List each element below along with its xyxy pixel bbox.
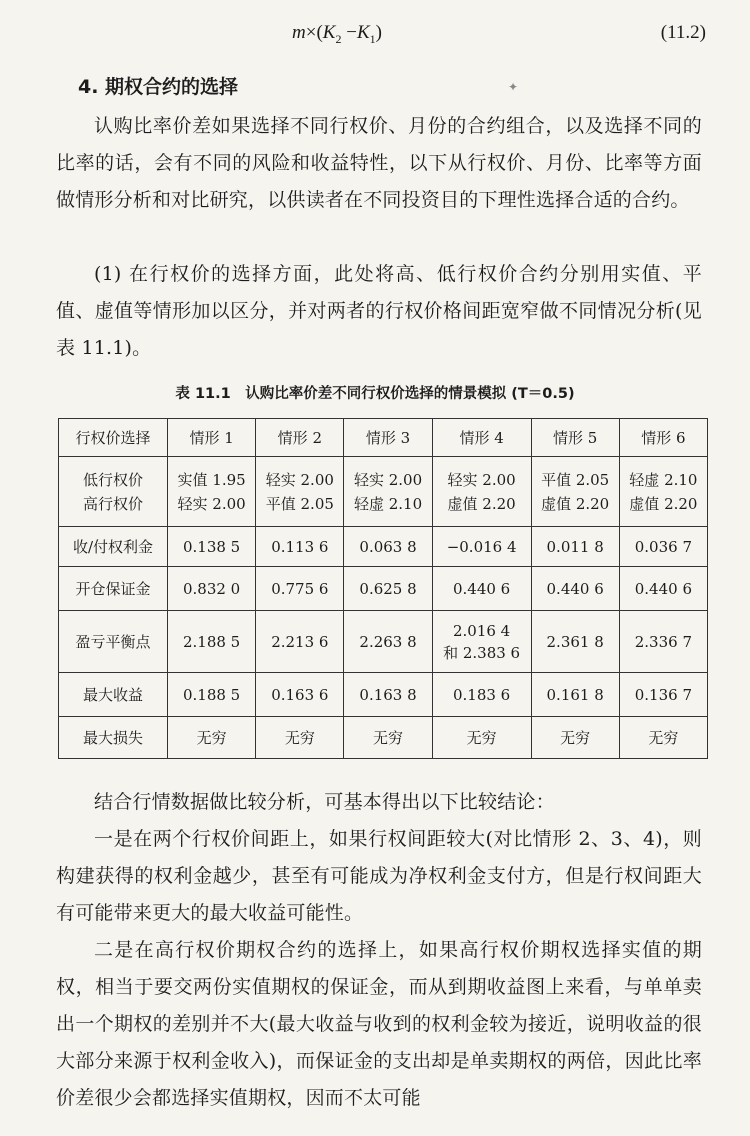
row-label-maxgain: 最大收益 — [59, 673, 168, 717]
table-cell: −0.016 4 — [432, 527, 531, 567]
table-cell: 0.163 8 — [344, 673, 432, 717]
table-cell — [619, 457, 707, 527]
table-cell: 0.161 8 — [531, 673, 619, 717]
paragraph-summary — [56, 784, 702, 821]
high-strike-value: 轻虚 2.10 — [353, 494, 423, 513]
low-strike-value: 轻实 2.00 — [353, 470, 423, 489]
row-label-premium: 收/付权利金 — [59, 527, 168, 567]
label-high-strike: 高行权价 — [82, 494, 143, 513]
table-cell — [432, 611, 531, 673]
table-cell: 0.775 6 — [256, 567, 344, 611]
paragraph-conclusion-2 — [56, 932, 702, 1117]
table-cell: 0.011 8 — [531, 527, 619, 567]
scenario-table — [58, 418, 708, 759]
table-cell: 无穷 — [619, 717, 707, 759]
header-cell: 情形 1 — [168, 419, 256, 457]
high-strike-value: 虚值 2.20 — [447, 494, 516, 513]
header-cell: 行权价选择 — [59, 419, 168, 457]
table-cell: 无穷 — [531, 717, 619, 759]
table-cell: 无穷 — [432, 717, 531, 759]
table-header-row — [59, 419, 708, 457]
table-cell: 0.832 0 — [168, 567, 256, 611]
table-cell: 2.336 7 — [619, 611, 707, 673]
table-cell: 2.213 6 — [256, 611, 344, 673]
row-label-maxloss: 最大损失 — [59, 717, 168, 759]
maxgain-row — [59, 673, 708, 717]
table-cell — [531, 457, 619, 527]
table-cell: 0.440 6 — [432, 567, 531, 611]
high-strike-value: 虚值 2.20 — [541, 494, 610, 513]
header-cell: 情形 5 — [531, 419, 619, 457]
margin-row — [59, 567, 708, 611]
row-label-margin: 开仓保证金 — [59, 567, 168, 611]
breakeven-row — [59, 611, 708, 673]
premium-row — [59, 527, 708, 567]
paragraph-conclusion-1 — [56, 821, 702, 932]
formula-k2: K — [322, 22, 336, 43]
formula-m: m — [292, 22, 306, 43]
high-strike-value: 平值 2.05 — [265, 494, 334, 513]
high-strike-value: 轻实 2.00 — [177, 494, 246, 513]
paragraph-4-text: 一是在两个行权价间距上，如果行权间距较大(对比情形 2、3、4)，则构建获得的权利金越少，甚至有可能成为净权利金支付方，但是行权间距大有可能带来更大的最大收益可能性。 — [56, 828, 702, 924]
high-strike-value: 虚值 2.20 — [629, 494, 698, 513]
table-cell: 0.063 8 — [344, 527, 432, 567]
table-cell: 0.138 5 — [168, 527, 256, 567]
table-cell — [256, 457, 344, 527]
paragraph-5-text: 二是在高行权价期权合约的选择上，如果高行权价期权选择实值的期权，相当于要交两份实值期权的保证金，而从到期收益图上来看，与单单卖出一个期权的差别并不大(最大收益与收到的权利金较为接近，说明收益的很大部分来源于权利金收入)，而保证金的支出却是单卖期权的两倍，因此比率价差很少会都选择实值期权，因而不太可能 — [56, 939, 702, 1109]
table-cell: 2.188 5 — [168, 611, 256, 673]
paragraph-3-text: 结合行情数据做比较分析，可基本得出以下比较结论： — [94, 791, 555, 813]
breakeven-case4-first: 2.016 4 — [452, 621, 511, 640]
table-caption: 表 11.1 认购比率价差不同行权价选择的情景模拟 (T＝0.5) — [175, 386, 575, 402]
table-cell: 0.440 6 — [531, 567, 619, 611]
strike-row — [59, 457, 708, 527]
header-cell: 情形 3 — [344, 419, 432, 457]
table-cell: 无穷 — [168, 717, 256, 759]
formula-k1: K — [356, 22, 370, 43]
table-cell: 0.188 5 — [168, 673, 256, 717]
ink-smudge: ✦ — [508, 80, 519, 94]
table-cell: 0.440 6 — [619, 567, 707, 611]
header-cell: 情形 2 — [256, 419, 344, 457]
header-cell: 情形 6 — [619, 419, 707, 457]
paragraph-intro — [56, 108, 702, 219]
formula-close: ) — [375, 22, 382, 43]
table-cell: 0.036 7 — [619, 527, 707, 567]
low-strike-value: 轻实 2.00 — [447, 470, 516, 489]
header-cell: 情形 4 — [432, 419, 531, 457]
table-cell: 0.113 6 — [256, 527, 344, 567]
section-heading: 4. 期权合约的选择 — [78, 76, 239, 98]
table-cell: 0.163 6 — [256, 673, 344, 717]
table-cell — [432, 457, 531, 527]
table-cell: 0.625 8 — [344, 567, 432, 611]
table-cell: 0.183 6 — [432, 673, 531, 717]
formula-k1-sub: 1 — [369, 31, 376, 46]
formula-line — [0, 22, 750, 50]
low-strike-value: 实值 1.95 — [177, 470, 246, 489]
formula-k2-sub: 2 — [335, 31, 342, 46]
breakeven-case4-second: 和 2.383 6 — [443, 643, 521, 662]
row-label-strike — [59, 457, 168, 527]
row-label-breakeven: 盈亏平衡点 — [59, 611, 168, 673]
table-cell — [344, 457, 432, 527]
formula-minus: − — [341, 22, 357, 43]
table-cell: 0.136 7 — [619, 673, 707, 717]
low-strike-value: 轻虚 2.10 — [629, 470, 698, 489]
formula — [292, 22, 382, 47]
paragraph-1-text: 认购比率价差如果选择不同行权价、月份的合约组合，以及选择不同的比率的话，会有不同的风险和收益特性，以下从行权价、月份、比率等方面做情形分析和对比研究，以供读者在不同投资目的下理性选择合适的合约。 — [56, 115, 702, 211]
low-strike-value: 轻实 2.00 — [265, 470, 334, 489]
table-cell: 无穷 — [344, 717, 432, 759]
table-cell — [168, 457, 256, 527]
paragraph-2-text: (1) 在行权价的选择方面，此处将高、低行权价合约分别用实值、平值、虚值等情形加以区分，并对两者的行权价格间距宽窄做不同情况分析(见表 11.1)。 — [56, 263, 702, 359]
table-cell: 无穷 — [256, 717, 344, 759]
maxloss-row — [59, 717, 708, 759]
paragraph-strike — [56, 256, 702, 367]
low-strike-value: 平值 2.05 — [541, 470, 610, 489]
table-cell: 2.361 8 — [531, 611, 619, 673]
label-low-strike: 低行权价 — [82, 470, 143, 489]
equation-number: (11.2) — [660, 22, 706, 43]
table-cell: 2.263 8 — [344, 611, 432, 673]
formula-times: ×( — [305, 22, 323, 43]
